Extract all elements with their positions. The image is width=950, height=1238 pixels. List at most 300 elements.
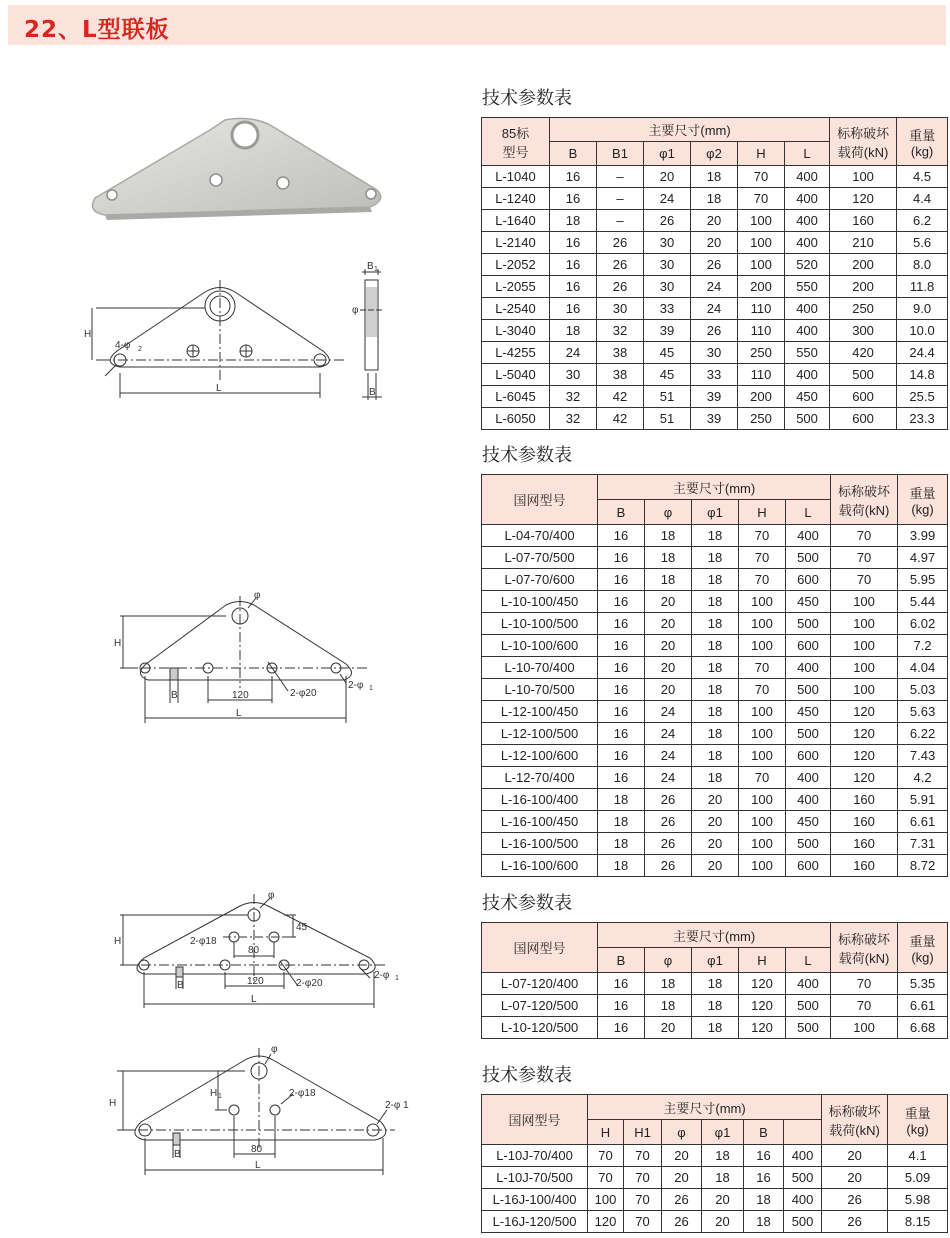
table-row	[482, 745, 948, 767]
table-4-title: 技术参数表	[482, 1065, 572, 1086]
value-cell: 51	[644, 386, 691, 408]
value-cell: 400	[786, 525, 831, 547]
value-cell: 32	[550, 386, 597, 408]
value-cell: 18	[692, 973, 739, 995]
model-cell: L-16J-120/500	[482, 1211, 588, 1233]
drawing-4-phi-label: φ	[271, 1044, 278, 1055]
value-cell: 24	[645, 767, 692, 789]
drawing-3-d120-label: 120	[247, 976, 264, 987]
value-cell: 18	[691, 166, 738, 188]
value-cell: 18	[744, 1189, 784, 1211]
value-cell: 6.61	[898, 811, 948, 833]
value-cell: 450	[786, 811, 831, 833]
value-cell: 33	[644, 298, 691, 320]
value-cell: 16	[598, 767, 645, 789]
value-cell: 400	[786, 767, 831, 789]
drawing-3-d45-label: 45	[296, 922, 308, 933]
value-cell: 400	[785, 364, 830, 386]
dim-header: H1	[624, 1120, 662, 1145]
model-cell: L-04-70/400	[482, 525, 598, 547]
value-cell: 20	[645, 679, 692, 701]
dim-header: φ1	[692, 500, 739, 525]
value-cell: 100	[831, 657, 898, 679]
drawing-1-phi-label: φ	[352, 305, 359, 316]
table-row	[482, 320, 948, 342]
model-cell: L-10-70/500	[482, 679, 598, 701]
value-cell: 18	[645, 973, 692, 995]
value-cell: 400	[785, 210, 830, 232]
model-cell: L-16-100/500	[482, 833, 598, 855]
value-cell: 14.8	[897, 364, 948, 386]
table-row	[482, 276, 948, 298]
drawing-2-phi-label: φ	[254, 590, 261, 601]
drawing-3-holes1-label: 2-φ	[374, 970, 390, 981]
value-cell: 200	[830, 276, 897, 298]
value-cell: –	[597, 166, 644, 188]
value-cell: 100	[739, 591, 786, 613]
value-cell: 16	[598, 723, 645, 745]
dim-header: B	[744, 1120, 784, 1145]
value-cell: 16	[598, 547, 645, 569]
value-cell: 20	[702, 1189, 744, 1211]
value-cell: 70	[739, 547, 786, 569]
value-cell: 300	[830, 320, 897, 342]
value-cell: 120	[830, 188, 897, 210]
value-cell: 33	[691, 364, 738, 386]
drawing-1-holes-label: 4-φ	[115, 340, 131, 351]
value-cell: 200	[738, 386, 785, 408]
weight-header: 重量 (kg)	[897, 118, 948, 166]
model-cell: L-16-100/600	[482, 855, 598, 877]
drawing-2-holes1-label: 2-φ	[348, 680, 364, 691]
value-cell: 20	[645, 635, 692, 657]
value-cell: 26	[691, 254, 738, 276]
dim-header: φ	[645, 948, 692, 973]
value-cell: 70	[739, 569, 786, 591]
value-cell: 18	[692, 767, 739, 789]
value-cell: 20	[645, 591, 692, 613]
value-cell: 26	[822, 1189, 888, 1211]
value-cell: 5.63	[898, 701, 948, 723]
value-cell: 20	[692, 855, 739, 877]
drawing-2-h-label: H	[114, 638, 122, 649]
drawing-3-b-label: B	[177, 980, 184, 991]
dim-header: H	[739, 948, 786, 973]
table-row	[482, 1211, 948, 1233]
value-cell: 120	[831, 767, 898, 789]
value-cell: 5.35	[898, 973, 948, 995]
drawing-4-h-label: H	[109, 1098, 117, 1109]
value-cell: 160	[831, 789, 898, 811]
dim-header: H	[738, 142, 785, 166]
dim-header	[784, 1120, 822, 1145]
table-row	[482, 591, 948, 613]
value-cell: 16	[598, 591, 645, 613]
value-cell: 38	[597, 342, 644, 364]
value-cell: 4.97	[898, 547, 948, 569]
model-cell: L-16J-100/400	[482, 1189, 588, 1211]
value-cell: 200	[830, 254, 897, 276]
table-row	[482, 811, 948, 833]
dim-header: B	[598, 500, 645, 525]
value-cell: 26	[662, 1189, 702, 1211]
dim-header: B	[550, 142, 597, 166]
value-cell: 550	[785, 342, 830, 364]
value-cell: 4.2	[898, 767, 948, 789]
table-row	[482, 789, 948, 811]
dim-header: φ1	[644, 142, 691, 166]
value-cell: 18	[702, 1167, 744, 1189]
value-cell: 16	[598, 745, 645, 767]
page-title: 22、L型联板	[24, 17, 170, 43]
value-cell: 16	[598, 973, 645, 995]
value-cell: 70	[739, 525, 786, 547]
model-cell: L-12-100/450	[482, 701, 598, 723]
value-cell: 100	[830, 166, 897, 188]
table-row	[482, 569, 948, 591]
value-cell: 400	[786, 973, 831, 995]
value-cell: 16	[598, 657, 645, 679]
model-cell: L-2055	[482, 276, 550, 298]
value-cell: 18	[692, 569, 739, 591]
value-cell: 8.72	[898, 855, 948, 877]
value-cell: 520	[785, 254, 830, 276]
value-cell: 500	[786, 547, 831, 569]
value-cell: 100	[831, 613, 898, 635]
value-cell: 500	[785, 408, 830, 430]
table-2-title: 技术参数表	[482, 445, 572, 466]
drawing-1-b1-label: B	[367, 261, 374, 272]
value-cell: 18	[692, 995, 739, 1017]
drawing-3-h-label: H	[114, 936, 122, 947]
drawing-3-holes1-sub: 1	[395, 975, 399, 982]
value-cell: 9.0	[897, 298, 948, 320]
value-cell: 110	[738, 298, 785, 320]
model-cell: L-10-100/450	[482, 591, 598, 613]
drawing-3-l-label: L	[251, 994, 257, 1005]
load-header: 标称破坏 载荷(kN)	[822, 1095, 888, 1145]
value-cell: 20	[645, 657, 692, 679]
value-cell: 18	[550, 210, 597, 232]
model-cell: L-16-100/400	[482, 789, 598, 811]
value-cell: 20	[691, 232, 738, 254]
model-cell: L-2540	[482, 298, 550, 320]
model-cell: L-5040	[482, 364, 550, 386]
table-row	[482, 657, 948, 679]
model-cell: L-10J-70/500	[482, 1167, 588, 1189]
value-cell: 16	[550, 298, 597, 320]
dim-header: φ	[645, 500, 692, 525]
value-cell: 100	[738, 232, 785, 254]
model-cell: L-10-100/600	[482, 635, 598, 657]
value-cell: 18	[645, 569, 692, 591]
table-row	[482, 342, 948, 364]
value-cell: 18	[692, 525, 739, 547]
value-cell: 500	[786, 833, 831, 855]
value-cell: 5.91	[898, 789, 948, 811]
value-cell: 7.31	[898, 833, 948, 855]
value-cell: 39	[644, 320, 691, 342]
value-cell: 450	[786, 701, 831, 723]
dim-header: L	[785, 142, 830, 166]
dim-header: φ1	[702, 1120, 744, 1145]
value-cell: 500	[786, 1017, 831, 1039]
value-cell: 500	[786, 679, 831, 701]
value-cell: 5.09	[888, 1167, 948, 1189]
value-cell: 16	[598, 569, 645, 591]
value-cell: 18	[692, 723, 739, 745]
value-cell: 400	[785, 166, 830, 188]
table-row	[482, 723, 948, 745]
value-cell: 3.99	[898, 525, 948, 547]
value-cell: 20	[691, 210, 738, 232]
value-cell: 26	[597, 276, 644, 298]
drawing-1-h-label: H	[84, 329, 92, 340]
model-header: 国网型号	[482, 475, 598, 525]
value-cell: 4.4	[897, 188, 948, 210]
page-header	[8, 5, 946, 45]
drawing-4-b-label: B	[174, 1149, 181, 1160]
load-header: 标称破坏 载荷(kN)	[831, 475, 898, 525]
value-cell: 24	[645, 723, 692, 745]
model-cell: L-10J-70/400	[482, 1145, 588, 1167]
value-cell: 18	[598, 811, 645, 833]
model-cell: L-1640	[482, 210, 550, 232]
drawing-1-b1-sub: 1	[374, 266, 378, 273]
value-cell: 70	[624, 1189, 662, 1211]
table-row	[482, 364, 948, 386]
weight-header: 重量 (kg)	[888, 1095, 948, 1145]
drawing-3-phi-label: φ	[268, 890, 275, 901]
value-cell: 250	[738, 408, 785, 430]
drawing-2-holes20-label: 2-φ20	[290, 688, 317, 699]
value-cell: 600	[830, 386, 897, 408]
table-1-title: 技术参数表	[482, 88, 572, 109]
value-cell: 120	[739, 1017, 786, 1039]
table-row	[482, 855, 948, 877]
value-cell: 70	[588, 1167, 624, 1189]
value-cell: 30	[644, 254, 691, 276]
value-cell: 45	[644, 364, 691, 386]
value-cell: 18	[598, 855, 645, 877]
model-cell: L-1240	[482, 188, 550, 210]
value-cell: 18	[744, 1211, 784, 1233]
value-cell: 24.4	[897, 342, 948, 364]
value-cell: 26	[597, 254, 644, 276]
product-photo	[85, 110, 390, 220]
dim-header: φ	[662, 1120, 702, 1145]
value-cell: 16	[598, 635, 645, 657]
value-cell: 4.5	[897, 166, 948, 188]
table-row	[482, 1017, 948, 1039]
value-cell: 20	[645, 613, 692, 635]
dim-header: φ1	[692, 948, 739, 973]
value-cell: 120	[831, 723, 898, 745]
value-cell: 250	[830, 298, 897, 320]
value-cell: 20	[644, 166, 691, 188]
value-cell: 24	[645, 745, 692, 767]
value-cell: 70	[739, 679, 786, 701]
drawing-3	[108, 886, 408, 1011]
table-row	[482, 408, 948, 430]
value-cell: 100	[739, 701, 786, 723]
weight-header: 重量 (kg)	[898, 475, 948, 525]
value-cell: 5.6	[897, 232, 948, 254]
model-header: 国网型号	[482, 923, 598, 973]
value-cell: 18	[692, 613, 739, 635]
value-cell: 70	[588, 1145, 624, 1167]
drawing-3-holes18-label: 2-φ18	[190, 936, 217, 947]
value-cell: 26	[645, 833, 692, 855]
spec-table-3	[481, 922, 948, 1039]
model-header: 国网型号	[482, 1095, 588, 1145]
model-cell: L-10-120/500	[482, 1017, 598, 1039]
table-row	[482, 298, 948, 320]
model-cell: L-10-70/400	[482, 657, 598, 679]
drawing-4-d80-label: 80	[251, 1144, 263, 1155]
drawing-4	[105, 1040, 425, 1180]
value-cell: 45	[644, 342, 691, 364]
value-cell: 24	[691, 276, 738, 298]
value-cell: 24	[550, 342, 597, 364]
value-cell: 600	[786, 569, 831, 591]
value-cell: 42	[597, 408, 644, 430]
drawing-1	[80, 255, 410, 405]
value-cell: 110	[738, 320, 785, 342]
value-cell: 16	[598, 679, 645, 701]
model-cell: L-6045	[482, 386, 550, 408]
spec-table-1	[481, 117, 948, 430]
value-cell: 70	[831, 995, 898, 1017]
value-cell: 26	[645, 855, 692, 877]
dim-header: L	[786, 500, 831, 525]
value-cell: 16	[550, 254, 597, 276]
value-cell: 160	[830, 210, 897, 232]
table-row	[482, 254, 948, 276]
value-cell: 420	[830, 342, 897, 364]
value-cell: 600	[830, 408, 897, 430]
table-row	[482, 679, 948, 701]
value-cell: 26	[662, 1211, 702, 1233]
value-cell: 70	[831, 569, 898, 591]
model-cell: L-16-100/450	[482, 811, 598, 833]
value-cell: 6.02	[898, 613, 948, 635]
value-cell: 16	[598, 1017, 645, 1039]
value-cell: 16	[598, 613, 645, 635]
value-cell: 400	[784, 1189, 822, 1211]
value-cell: 16	[744, 1167, 784, 1189]
value-cell: 400	[786, 657, 831, 679]
value-cell: 120	[831, 701, 898, 723]
value-cell: 100	[739, 789, 786, 811]
model-cell: L-07-70/500	[482, 547, 598, 569]
value-cell: 18	[691, 188, 738, 210]
model-cell: L-2052	[482, 254, 550, 276]
table-row	[482, 995, 948, 1017]
model-cell: L-4255	[482, 342, 550, 364]
value-cell: 100	[738, 210, 785, 232]
table-row	[482, 613, 948, 635]
value-cell: 100	[588, 1189, 624, 1211]
value-cell: 500	[786, 723, 831, 745]
table-row	[482, 386, 948, 408]
value-cell: 160	[831, 833, 898, 855]
value-cell: 100	[738, 254, 785, 276]
value-cell: 24	[691, 298, 738, 320]
table-row	[482, 188, 948, 210]
value-cell: 16	[744, 1145, 784, 1167]
table-row	[482, 635, 948, 657]
model-cell: L-2140	[482, 232, 550, 254]
value-cell: 26	[645, 811, 692, 833]
dim-header: H	[739, 500, 786, 525]
value-cell: 30	[644, 232, 691, 254]
dimensions-header: 主要尺寸(mm)	[598, 475, 831, 500]
value-cell: 70	[624, 1211, 662, 1233]
value-cell: 6.2	[897, 210, 948, 232]
value-cell: 100	[739, 613, 786, 635]
drawing-3-holes20-label: 2-φ20	[296, 978, 323, 989]
value-cell: 500	[786, 613, 831, 635]
value-cell: 6.22	[898, 723, 948, 745]
value-cell: 20	[692, 811, 739, 833]
drawing-2-b-label: B	[171, 690, 178, 701]
value-cell: 26	[597, 232, 644, 254]
value-cell: 5.44	[898, 591, 948, 613]
table-row	[482, 166, 948, 188]
spec-table-4	[481, 1094, 948, 1233]
value-cell: 100	[739, 811, 786, 833]
dimensions-header: 主要尺寸(mm)	[598, 923, 831, 948]
value-cell: 600	[786, 745, 831, 767]
value-cell: 250	[738, 342, 785, 364]
value-cell: 38	[597, 364, 644, 386]
value-cell: 18	[692, 657, 739, 679]
value-cell: 600	[786, 635, 831, 657]
value-cell: 200	[738, 276, 785, 298]
value-cell: 16	[550, 188, 597, 210]
table-row	[482, 973, 948, 995]
value-cell: 100	[831, 679, 898, 701]
value-cell: 18	[692, 547, 739, 569]
value-cell: 20	[692, 789, 739, 811]
value-cell: 16	[598, 995, 645, 1017]
value-cell: 26	[822, 1211, 888, 1233]
weight-header: 重量 (kg)	[898, 923, 948, 973]
drawing-1-b-label: B	[369, 387, 376, 398]
value-cell: 100	[831, 1017, 898, 1039]
value-cell: 20	[662, 1145, 702, 1167]
load-header: 标称破坏 载荷(kN)	[831, 923, 898, 973]
table-row	[482, 1167, 948, 1189]
dim-header: B	[598, 948, 645, 973]
table-row	[482, 1145, 948, 1167]
drawing-2-l-label: L	[236, 708, 242, 719]
value-cell: –	[597, 210, 644, 232]
value-cell: 8.15	[888, 1211, 948, 1233]
value-cell: 100	[739, 635, 786, 657]
drawing-4-holes1-label: 2-φ 1	[385, 1100, 409, 1111]
value-cell: 18	[692, 635, 739, 657]
table-row	[482, 833, 948, 855]
value-cell: 4.1	[888, 1145, 948, 1167]
spec-table-2	[481, 474, 948, 877]
value-cell: 18	[645, 995, 692, 1017]
value-cell: 70	[738, 166, 785, 188]
value-cell: 120	[831, 745, 898, 767]
value-cell: 400	[784, 1145, 822, 1167]
drawing-1-holes-sub: 2	[138, 346, 142, 353]
